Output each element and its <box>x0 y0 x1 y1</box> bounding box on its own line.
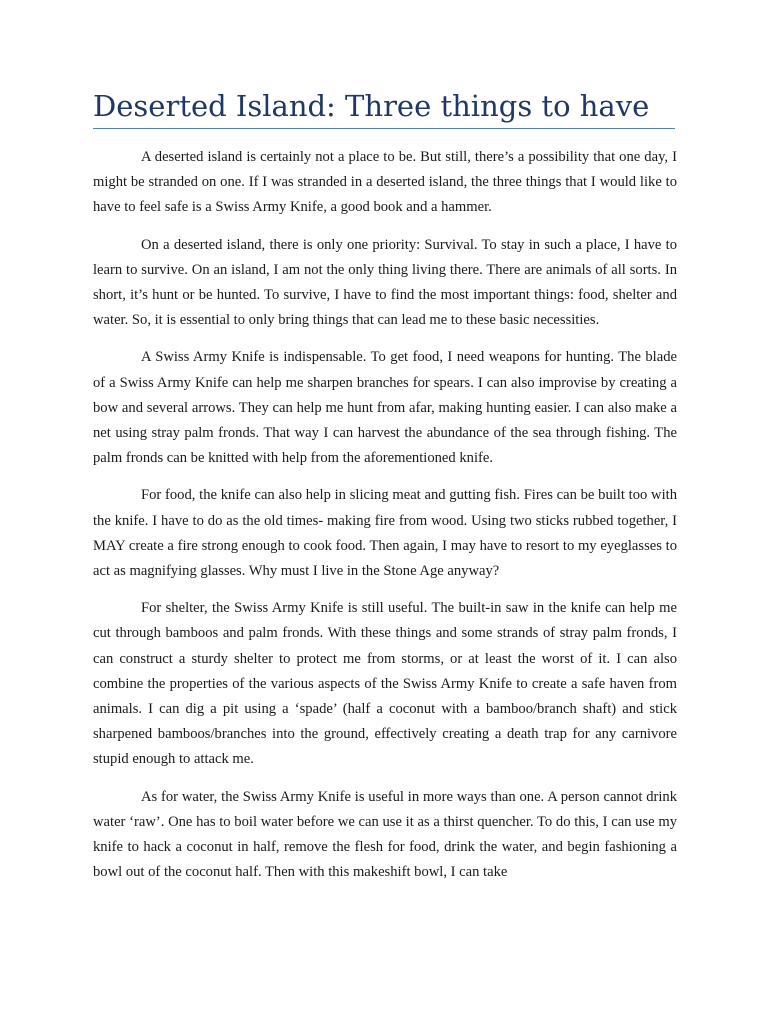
paragraph-shelter: For shelter, the Swiss Army Knife is still useful. The built-in saw in the knife can help me cut through bamboos and palm fronds. With these things and some strands of stray palm fronds, I can construct a sturdy shelter to protect me from storms, or at least the worst of it. I can also combine the properties of the various aspects of the Swiss Army Knife to create a safe haven from animals. I can dig a pit using a ‘spade’ (half a coconut with a bamboo/branch shaft) and stick sharpened bamboos/branches into the ground, effectively creating a death trap for any carnivore stupid enough to attack me. <box>93 600 677 768</box>
document-title: Deserted Island: Three things to have <box>93 89 650 123</box>
document-body <box>93 145 677 897</box>
paragraph-intro: A deserted island is certainly not a place to be. But still, there’s a possibility that one day, I might be stranded on one. If I was stranded in a deserted island, the three things that I would like to have to feel safe is a Swiss Army Knife, a good book and a hammer. <box>93 149 677 216</box>
paragraph-survival: On a deserted island, there is only one priority: Survival. To stay in such a place, I have to learn to survive. On an island, I am not the only thing living there. There are animals of all sorts. In short, it’s hunt or be hunted. To survive, I have to find the most important things: food, shelter and water. So, it is essential to only bring things that can lead me to these basic necessities. <box>93 236 677 329</box>
paragraph-water: As for water, the Swiss Army Knife is useful in more ways than one. A person cannot drink water ‘raw’. One has to boil water before we can use it as a thirst quencher. To do this, I can use my knife to hack a coconut in half, remove the flesh for food, drink the water, and begin fashioning a bowl out of the coconut half. Then with this makeshift bowl, I can take <box>93 788 677 881</box>
paragraph-knife-hunting: A Swiss Army Knife is indispensable. To get food, I need weapons for hunting. The blade of a Swiss Army Knife can help me sharpen branches for spears. I can also improvise by creating a bow and several arrows. They can help me hunt from afar, making hunting easier. I can also make a net using stray palm fronds. That way I can harvest the abundance of the sea through fishing. The palm fronds can be knitted with help from the aforementioned knife. <box>93 349 677 467</box>
title-underline-rule <box>93 128 675 129</box>
paragraph-food: For food, the knife can also help in slicing meat and gutting fish. Fires can be built too with the knife. I have to do as the old times- making fire from wood. Using two sticks rubbed together, I MAY create a fire strong enough to cook food. Then again, I may have to resort to my eyeglasses to act as magnifying glasses. Why must I live in the Stone Age anyway? <box>93 487 677 580</box>
